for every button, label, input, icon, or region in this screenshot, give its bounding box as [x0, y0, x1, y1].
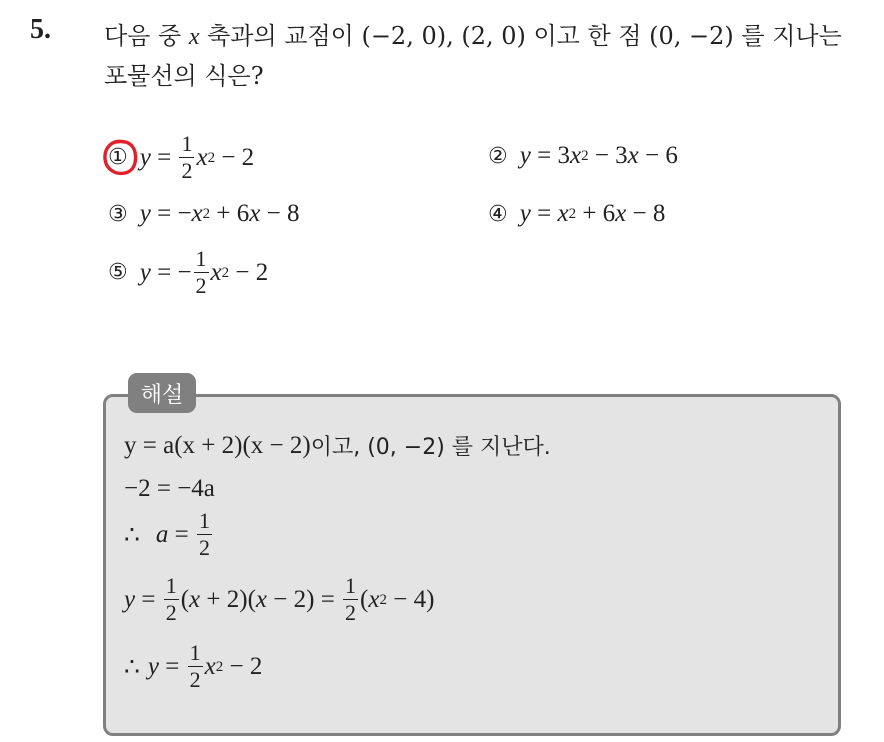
option-number: ⑤: [108, 260, 128, 285]
solution-equation: y = a(x + 2)(x − 2): [124, 431, 311, 459]
question-text-part: 축과의 교점이 (−2, 0), (2, 0) 이고 한 점 (0, −2) 를 지나는: [199, 22, 842, 50]
option-number: ②: [488, 143, 508, 169]
fraction: $\frac{1}{2}$: [165, 573, 177, 625]
option-4[interactable]: ④ y = x 2 + 6 x − 8: [488, 200, 666, 227]
solution-text: 이고, (0, −2) 를 지난다.: [310, 435, 551, 460]
solution-line-3: ∴ a = $\frac{1}{2}$: [124, 508, 211, 560]
option-number: ④: [488, 201, 508, 227]
option-1[interactable]: ① y = $\frac{1}{2}$ x 2 − 2: [108, 131, 255, 183]
question-text-line2: 포물선의 식은?: [104, 62, 264, 90]
fraction: $\frac{1}{2}$: [189, 640, 201, 692]
question-text-part: 다음 중: [104, 22, 189, 50]
solution-line-4: y = $\frac{1}{2}$ ( x + 2)( x − 2) = $\frac{1}{2}$ ( x 2 − 4): [124, 573, 435, 625]
fraction: $\frac{1}{2}$: [345, 573, 357, 625]
option-number: ③: [108, 201, 128, 227]
option-3[interactable]: ③ y = − x 2 + 6 x − 8: [108, 200, 300, 227]
question-text-line1: [104, 16, 842, 51]
fraction: $\frac{1}{2}$: [199, 508, 211, 560]
fraction: $\frac{1}{2}$: [181, 131, 193, 183]
solution-line-1: [124, 430, 551, 461]
option-2[interactable]: ② y = 3 x 2 − 3 x − 6: [488, 142, 678, 169]
solution-line-5: ∴ y = $\frac{1}{2}$ x 2 − 2: [124, 640, 263, 692]
solution-line-2: −2 = −4a: [124, 475, 215, 502]
option-5[interactable]: ⑤ y = − $\frac{1}{2}$ x 2 − 2: [108, 246, 269, 298]
fraction: $\frac{1}{2}$: [195, 246, 207, 298]
solution-badge: 해설: [128, 373, 196, 413]
question-number: 5.: [30, 14, 51, 45]
option-number: ①: [108, 145, 128, 170]
question-variable: x: [188, 24, 200, 50]
